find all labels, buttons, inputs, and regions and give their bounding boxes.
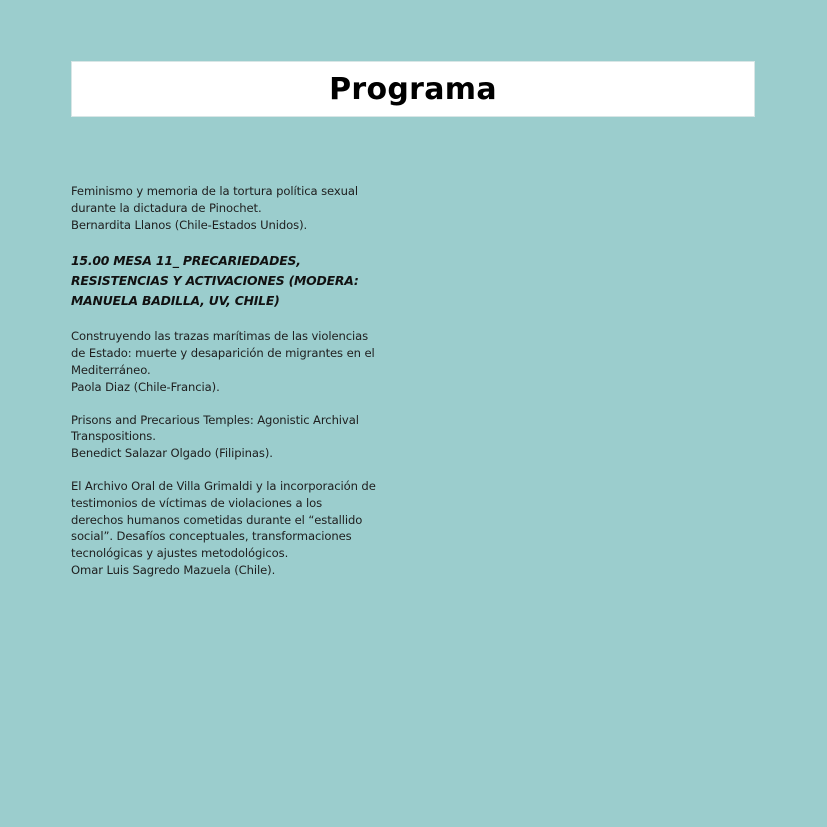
talk-line: Mediterráneo.	[71, 362, 151, 377]
talk-line: tecnológicas y ajustes metodológicos.	[71, 546, 289, 561]
talk-line: Benedict Salazar Olgado (Filipinas).	[71, 446, 273, 461]
talk-line: derechos humanos cometidas durante el “estallido	[71, 512, 363, 527]
talk-entry	[71, 328, 381, 395]
talk-entry	[71, 412, 381, 462]
page-title: Programa	[329, 71, 497, 107]
spacer	[71, 396, 381, 412]
talk-line: testimonios de víctimas de violaciones a los	[71, 495, 323, 510]
session-line: MANUELA BADILLA, UV, CHILE)	[71, 293, 280, 309]
talk-line: Feminismo y memoria de la tortura política sexual	[71, 184, 358, 198]
talk-entry	[71, 183, 381, 233]
spacer	[71, 462, 381, 478]
talk-line: El Archivo Oral de Villa Grimaldi y la incorporación de	[71, 478, 376, 493]
talk-line: de Estado: muerte y desaparición de migrantes en el	[71, 346, 375, 361]
talk-line: durante la dictadura de Pinochet.	[71, 200, 262, 215]
title-banner	[71, 61, 755, 117]
program-content	[71, 183, 381, 579]
session-line: RESISTENCIAS Y ACTIVACIONES (MODERA:	[71, 273, 359, 289]
talk-line: Prisons and Precarious Temples: Agonistic Archival	[71, 412, 359, 427]
talk-line: Transpositions.	[71, 429, 156, 444]
talk-line: Paola Diaz (Chile-Francia).	[71, 379, 220, 394]
session-heading	[71, 251, 381, 311]
talk-line: Bernardita Llanos (Chile-Estados Unidos).	[71, 217, 308, 232]
talk-entry	[71, 478, 381, 579]
session-line: 15.00 MESA 11_ PRECARIEDADES,	[71, 253, 301, 269]
talk-line: Construyendo las trazas marítimas de las violencias	[71, 329, 369, 344]
talk-line: social”. Desafíos conceptuales, transformaciones	[71, 529, 352, 544]
talk-line: Omar Luis Sagredo Mazuela (Chile).	[71, 562, 276, 577]
